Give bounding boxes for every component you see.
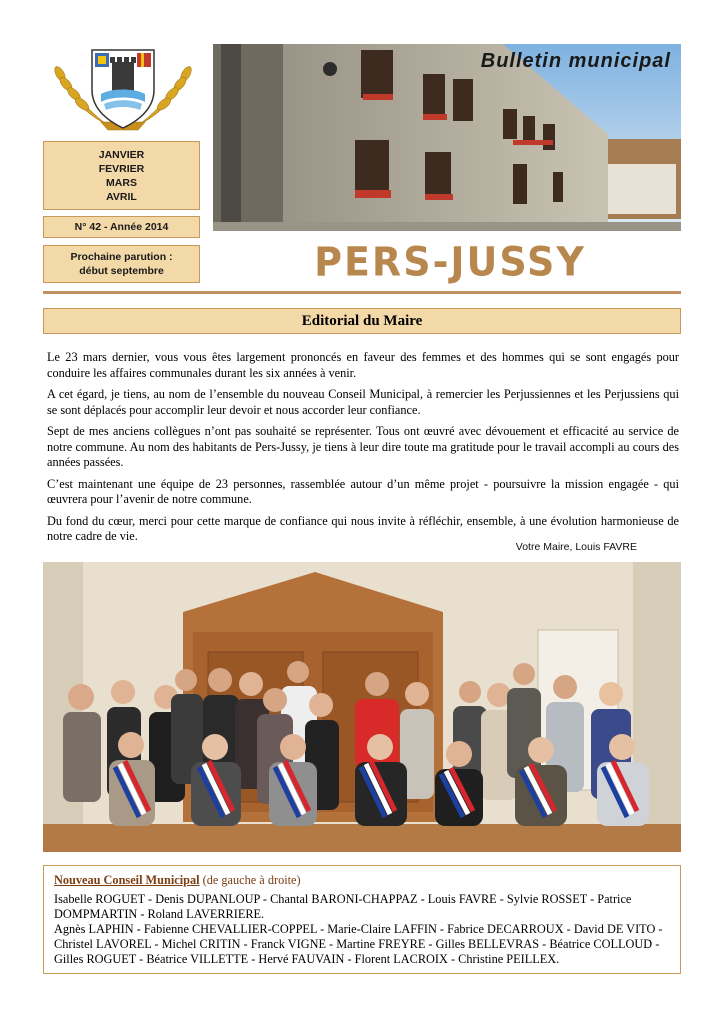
- header-divider: [43, 291, 681, 294]
- month-label: AVRIL: [106, 191, 137, 203]
- council-group-photo: [43, 562, 681, 852]
- editorial-paragraph: A cet égard, je tiens, au nom de l’ensemble du nouveau Conseil Municipal, à remercier les Perjussiennes et les Perjussiens qui se sont déplacés pour accomplir leur devoir et nous accorder leur confiance.: [47, 387, 679, 417]
- months-box: [43, 141, 200, 210]
- next-issue-box: [43, 245, 200, 283]
- editorial-paragraph: Le 23 mars dernier, vous vous êtes largement prononcés en faveur des femmes et des hommes qui se sont engagés pour conduire les affaires communales durant les six années à venir.: [47, 350, 679, 380]
- caption-names-line: Agnès LAPHIN - Fabienne CHEVALLIER-COPPEL - Marie-Claire LAFFIN - Fabrice DECARROUX - David DE VITO - Christel LAVOREL - Michel CRITIN - Franck VIGNE - Martine FREYRE - Gilles BELLEVRAS - Béatrice COLLOUD - Gilles ROGUET - Béatrice VILLETTE - Hervé FAUVAIN - Florent LACROIX - Christine PEILLEX.: [54, 922, 663, 966]
- month-label: FEVRIER: [98, 163, 145, 175]
- council-caption: [43, 865, 681, 974]
- editorial-body: [47, 350, 679, 551]
- editorial-paragraph: C’est maintenant une équipe de 23 personnes, rassemblée autour d’un même projet - poursuivre la mission engagée - qui œuvrera pour l’avenir de notre commune.: [47, 476, 679, 506]
- next-issue-label: Prochaine parution :: [70, 251, 173, 263]
- editorial-title: Editorial du Maire: [43, 308, 681, 334]
- mayor-signature: Votre Maire, Louis FAVRE: [515, 541, 637, 553]
- header-photo: [213, 44, 681, 231]
- issue-number: N° 42 - Année 2014: [43, 216, 200, 238]
- town-title: PERS-JUSSY: [314, 238, 586, 286]
- bulletin-title: Bulletin municipal: [480, 50, 671, 72]
- month-label: MARS: [106, 177, 137, 189]
- next-issue-date: début septembre: [79, 265, 164, 277]
- caption-subheading: (de gauche à droite): [202, 873, 301, 887]
- editorial-paragraph: Du fond du cœur, merci pour cette marque de confiance qui nous invite à réfléchir, ensemble, à une évolution harmonieuse de notre cadre de vie.: [47, 513, 679, 543]
- coat-of-arms-icon: [46, 44, 200, 136]
- caption-names-line: Isabelle ROGUET - Denis DUPANLOUP - Chantal BARONI-CHAPPAZ - Louis FAVRE - Sylvie ROSSET - Patrice DOMPMARTIN - Roland LAVERRIERE.: [54, 892, 632, 921]
- month-label: JANVIER: [98, 149, 145, 161]
- caption-heading: Nouveau Conseil Municipal: [54, 873, 200, 887]
- editorial-paragraph: Sept de mes anciens collègues n’ont pas souhaité se représenter. Tous ont œuvré avec dévouement et efficacité au service de notre commune. Au nom des habitants de Pers-Jussy, je tiens à leur dire toute ma gratitude pour le travail accompli au cours des années passées.: [47, 424, 679, 469]
